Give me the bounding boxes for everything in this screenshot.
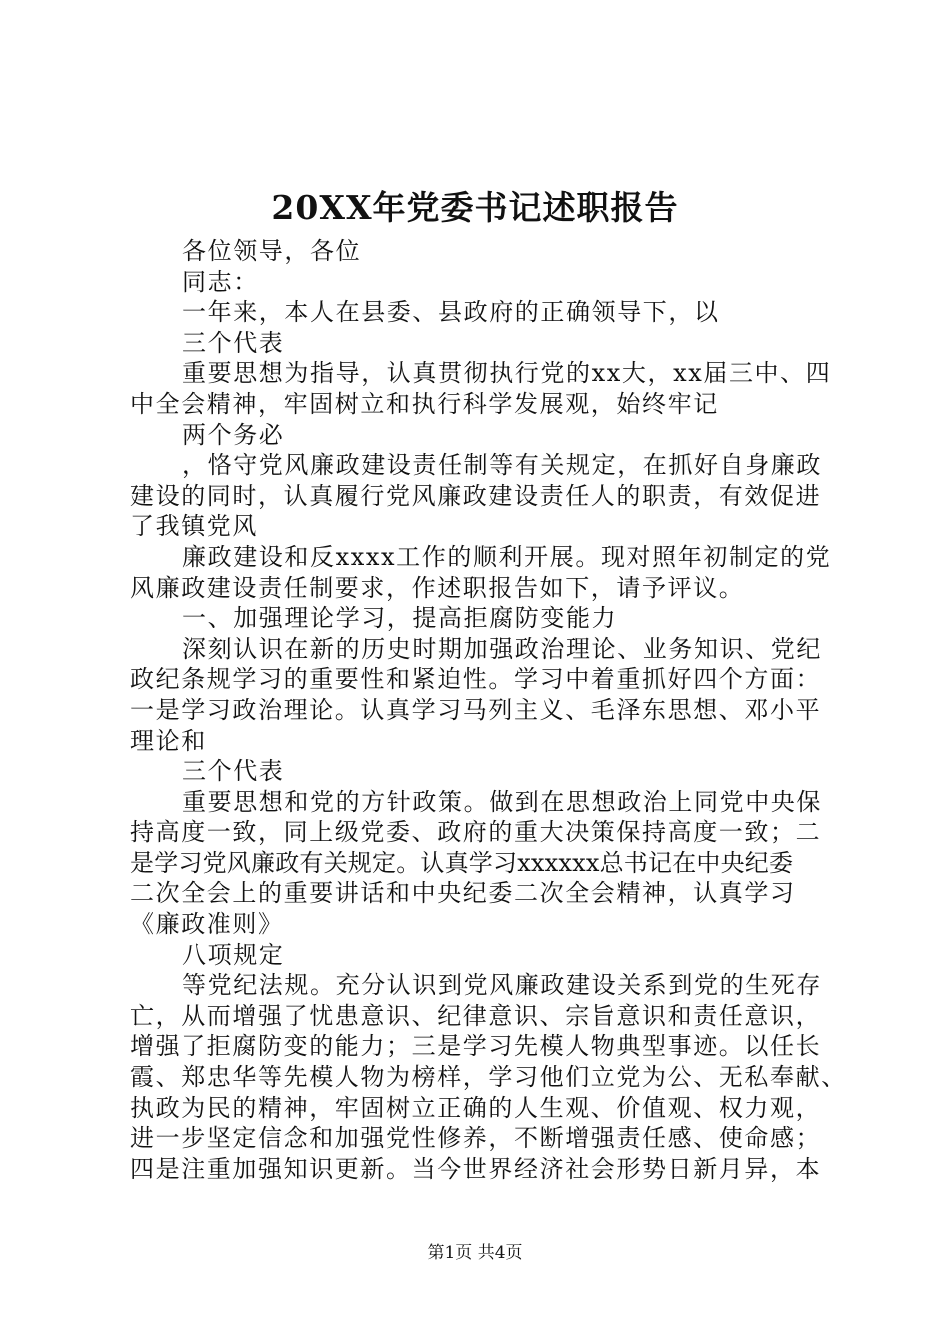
body-line: 建设的同时，认真履行党风廉政建设责任人的职责，有效促进 xyxy=(130,481,822,510)
body-line: 亡，从而增强了忧患意识、纪律意识、宗旨意识和责任意识， xyxy=(130,1001,822,1030)
document-body xyxy=(130,236,847,1184)
page-footer: 第1页 共4页 xyxy=(427,1243,523,1263)
body-line: 增强了拒腐防变的能力；三是学习先模人物典型事迹。以任长 xyxy=(130,1032,822,1061)
body-line: 八项规定 xyxy=(182,940,285,969)
body-line: 持高度一致，同上级党委、政府的重大决策保持高度一致；二 xyxy=(130,818,822,847)
body-line: 一是学习政治理论。认真学习马列主义、毛泽东思想、邓小平 xyxy=(130,695,822,724)
body-line: 一年来，本人在县委、县政府的正确领导下，以 xyxy=(182,298,720,327)
body-line: 重要思想为指导，认真贯彻执行党的xx大，xx届三中、四 xyxy=(182,359,832,388)
document-title: 20XX年党委书记述职报告 xyxy=(271,188,679,227)
body-line: 是学习党风廉政有关规定。认真学习xxxxxx总书记在中央纪委 xyxy=(130,848,794,877)
body-line: 《廉政准则》 xyxy=(130,910,284,939)
body-line: 政纪条规学习的重要性和紧迫性。学习中着重抓好四个方面： xyxy=(130,665,822,694)
body-line: 廉政建设和反xxxx工作的顺利开展。现对照年初制定的党 xyxy=(182,542,832,571)
body-line: 霞、郑忠华等先模人物为榜样，学习他们立党为公、无私奉献、 xyxy=(130,1063,847,1092)
body-line: 风廉政建设责任制要求，作述职报告如下，请予评议。 xyxy=(130,573,745,602)
body-line: 了我镇党风 xyxy=(130,512,258,541)
body-line: 深刻认识在新的历史时期加强政治理论、业务知识、党纪 xyxy=(182,634,822,663)
section-heading: 一、加强理论学习，提高拒腐防变能力 xyxy=(182,604,618,633)
body-line: ，恪守党风廉政建设责任制等有关规定，在抓好自身廉政 xyxy=(182,451,822,480)
body-line: 理论和 xyxy=(130,726,207,755)
body-line: 三个代表 xyxy=(182,757,285,786)
body-line: 进一步坚定信念和加强党性修养，不断增强责任感、使命感； xyxy=(130,1124,822,1153)
body-line: 二次全会上的重要讲话和中央纪委二次全会精神，认真学习 xyxy=(130,879,796,908)
body-line: 等党纪法规。充分认识到党风廉政建设关系到党的生死存 xyxy=(182,971,822,1000)
body-line: 中全会精神，牢固树立和执行科学发展观，始终牢记 xyxy=(130,389,719,418)
body-line: 同志： xyxy=(182,267,259,296)
body-line: 各位领导，各位 xyxy=(182,237,362,265)
body-line: 四是注重加强知识更新。当今世界经济社会形势日新月异，本 xyxy=(130,1154,822,1183)
body-line: 执政为民的精神，牢固树立正确的人生观、价值观、权力观， xyxy=(130,1093,822,1122)
body-line: 重要思想和党的方针政策。做到在思想政治上同党中央保 xyxy=(182,787,822,816)
body-line: 三个代表 xyxy=(182,328,285,357)
body-line: 两个务必 xyxy=(182,420,285,449)
